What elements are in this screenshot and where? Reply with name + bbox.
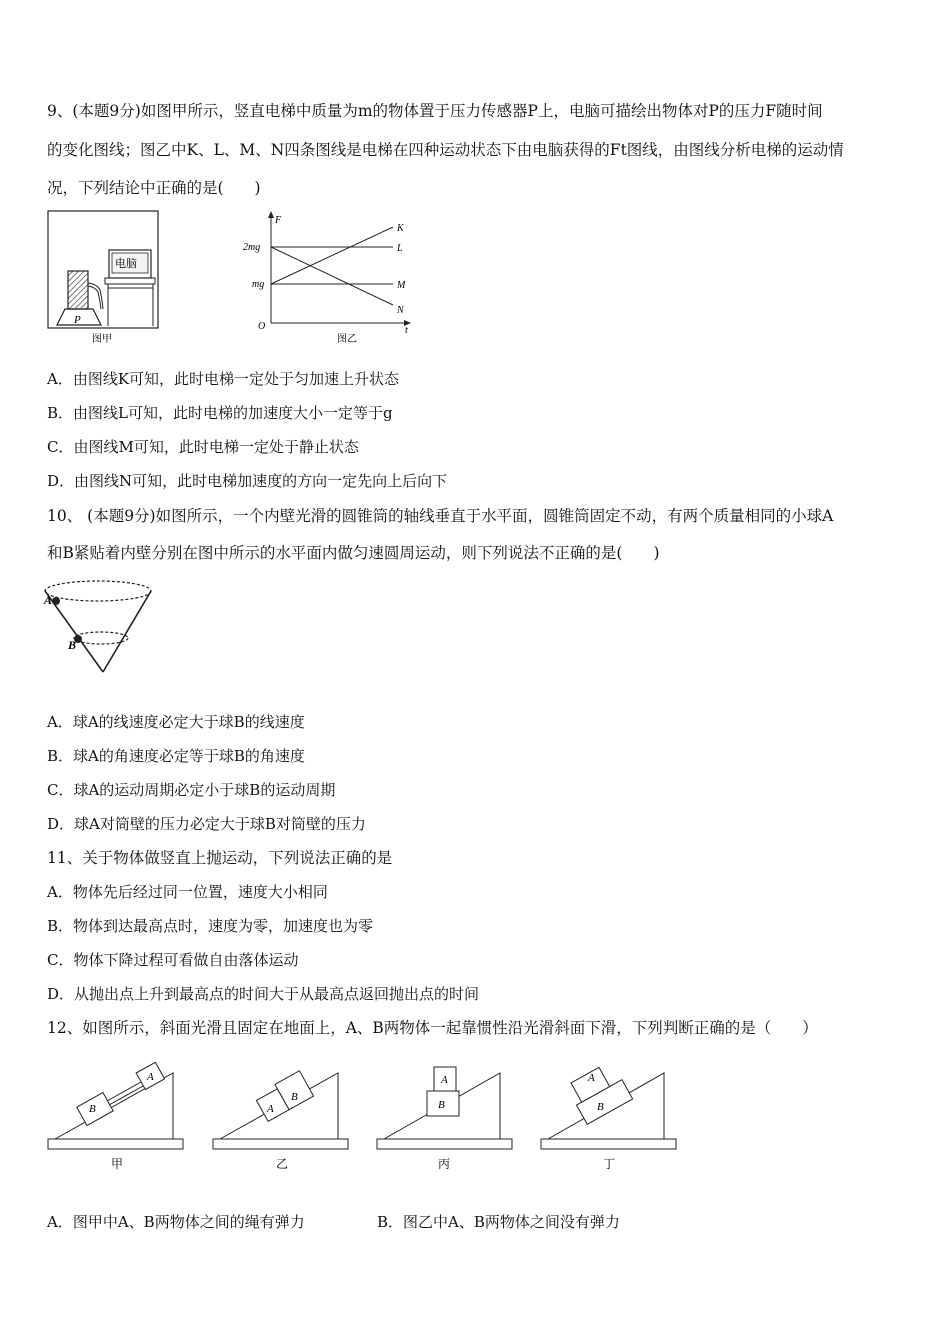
label-b: B	[68, 638, 77, 652]
fig-yi-caption: 图乙	[337, 334, 357, 345]
incline-bing	[377, 1067, 512, 1171]
caption-ding: 丁	[603, 1157, 616, 1171]
yi-label-a: A	[267, 1103, 274, 1115]
q10-cone-figure	[40, 578, 160, 678]
label-N: N	[397, 305, 404, 316]
q11-option-c: C．物体下降过程可看做自由落体运动	[47, 951, 299, 969]
bing-label-a: A	[441, 1074, 448, 1086]
q10-option-b: B．球A的角速度必定等于球B的角速度	[47, 747, 305, 765]
q9-stem-line-2: 的变化图线；图乙中K、L、M、N四条图线是电梯在四种运动状态下由电脑获得的Ft图线，由图线分析电梯的运动情	[47, 141, 844, 159]
ding-label-b: B	[597, 1101, 604, 1113]
origin-label: O	[258, 321, 266, 332]
ding-label-a: A	[588, 1072, 595, 1084]
q12-incline-figures	[45, 1055, 685, 1177]
q9-option-b: B．由图线L可知，此时电梯的加速度大小一定等于g	[47, 404, 393, 422]
q9-stem-line-3: 况，下列结论中正确的是( )	[47, 179, 261, 197]
label-K: K	[397, 223, 404, 234]
jia-label-a: A	[147, 1071, 154, 1083]
q11-option-a: A．物体先后经过同一位置，速度大小相同	[47, 883, 328, 901]
yi-label-b: B	[291, 1091, 298, 1103]
computer-label: 电脑	[115, 258, 137, 270]
caption-bing: 丙	[438, 1157, 451, 1171]
q9-option-a: A．由图线K可知，此时电梯一定处于匀加速上升状态	[47, 370, 400, 388]
q9-figure-jia	[45, 208, 165, 346]
incline-jia	[48, 1062, 183, 1171]
x-axis-label: t	[405, 325, 408, 336]
ball-a	[52, 597, 60, 605]
q10-stem-line-1: 10、 (本题9分)如图所示，一个内壁光滑的圆锥筒的轴线垂直于水平面，圆锥筒固定不动，有两个质量相同的小球A	[47, 507, 834, 525]
q10-option-c: C．球A的运动周期必定小于球B的运动周期	[47, 781, 336, 799]
q12-option-a: A．图甲中A、B两物体之间的绳有弹力	[47, 1213, 305, 1231]
bing-label-b: B	[438, 1099, 445, 1111]
jia-label-b: B	[89, 1103, 96, 1115]
caption-jia: 甲	[111, 1157, 124, 1171]
q11-option-b: B．物体到达最高点时，速度为零，加速度也为零	[47, 917, 374, 935]
q9-stem-line-1: 9、(本题9分)如图甲所示，竖直电梯中质量为m的物体置于压力传感器P上，电脑可描绘出物体对P的压力F随时间	[47, 102, 823, 120]
q10-option-d: D．球A对筒壁的压力必定大于球B对筒壁的压力	[47, 815, 366, 833]
q10-stem-line-2: 和B紧贴着内壁分别在图中所示的水平面内做匀速圆周运动，则下列说法不正确的是( )	[47, 544, 660, 562]
q9-option-c: C．由图线M可知，此时电梯一定处于静止状态	[47, 438, 359, 456]
incline-ding	[541, 1061, 676, 1171]
q11-stem: 11、关于物体做竖直上抛运动，下列说法正确的是	[47, 849, 393, 867]
q10-option-a: A．球A的线速度必定大于球B的线速度	[47, 713, 305, 731]
incline-yi	[213, 1071, 348, 1171]
label-L: L	[397, 243, 403, 254]
q9-figure-yi	[240, 208, 420, 348]
label-M: M	[397, 280, 406, 291]
q12-stem: 12、如图所示，斜面光滑且固定在地面上，A、B两物体一起靠惯性沿光滑斜面下滑，下列判断正确的是（ ）	[47, 1019, 818, 1037]
tick-2mg: 2mg	[243, 242, 261, 253]
caption-yi: 乙	[276, 1157, 289, 1171]
fig-jia-caption: 图甲	[92, 334, 112, 345]
q12-option-b: B．图乙中A、B两物体之间没有弹力	[377, 1213, 620, 1231]
q11-option-d: D．从抛出点上升到最高点的时间大于从最高点返回抛出点的时间	[47, 985, 480, 1003]
tick-mg: mg	[252, 279, 265, 290]
label-a: A	[44, 593, 53, 607]
sensor-p-label: P	[74, 314, 81, 326]
y-axis-label: F	[275, 215, 282, 226]
q9-option-d: D．由图线N可知，此时电梯加速度的方向一定先向上后向下	[47, 472, 448, 490]
